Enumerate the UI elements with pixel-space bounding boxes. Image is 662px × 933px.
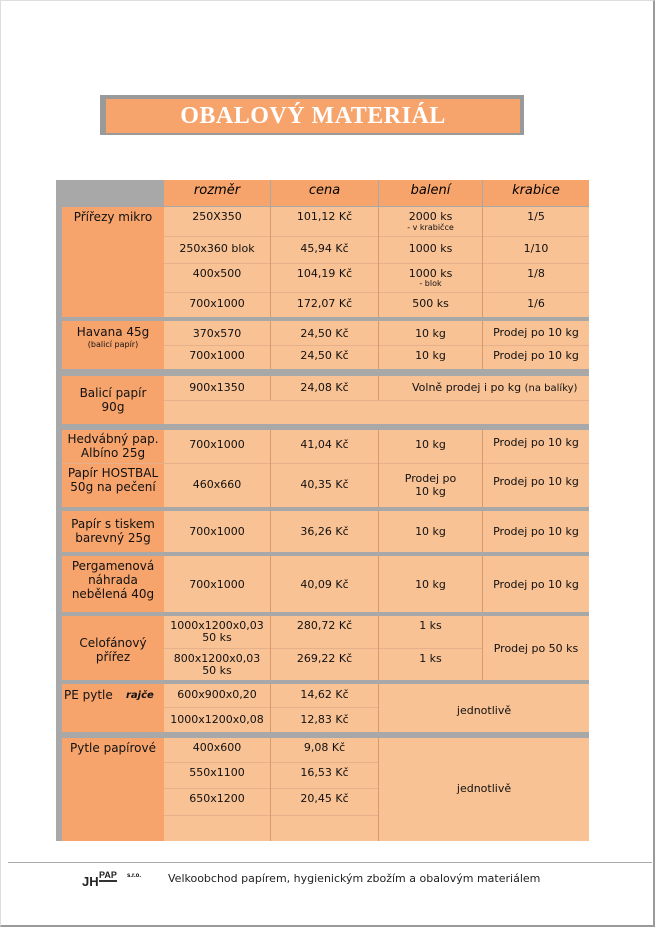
header-rozmer: rozměr xyxy=(164,180,270,206)
label-pergamen-1: Pergamenová xyxy=(71,559,155,573)
footer-divider xyxy=(8,862,652,863)
cell-cena: 40,35 Kč xyxy=(300,478,349,491)
cell-cena: 24,50 Kč xyxy=(300,327,349,340)
cell-krabice: Prodej po 10 kg xyxy=(493,525,579,538)
cell-rozmer: 400x500 xyxy=(192,267,242,280)
cell-baleni: 10 kg xyxy=(415,327,446,340)
cell-cena: 280,72 Kč xyxy=(296,619,353,632)
cell-note xyxy=(412,381,577,394)
cell-rozmer-1: 800x1200x0,03 xyxy=(173,652,261,665)
cell-rozmer: 650x1200 xyxy=(189,792,245,805)
price-table xyxy=(56,180,589,841)
cell-baleni: 10 kg xyxy=(415,525,446,538)
label-pe-text: PE pytle xyxy=(64,688,113,702)
cell-krabice: 1/5 xyxy=(527,210,545,223)
cell-krabice: Prodej po 10 kg xyxy=(493,578,579,591)
cell-cena: 24,08 Kč xyxy=(300,381,349,394)
logo-jh: JH xyxy=(82,874,99,889)
cell-cena: 9,08 Kč xyxy=(303,741,346,754)
cell-cena: 12,83 Kč xyxy=(300,713,349,726)
cell-rozmer: 250X350 xyxy=(192,210,242,223)
label-celofan xyxy=(62,616,164,680)
label-pe-tag: rajče xyxy=(126,690,154,701)
cell-baleni: 10 kg xyxy=(415,349,446,362)
label-prirezy-text: Přířezy mikro xyxy=(73,210,153,224)
label-pergamen-2: náhrada xyxy=(88,573,138,587)
label-havana-text: Havana 45g xyxy=(76,325,150,339)
cell-cena: 172,07 Kč xyxy=(296,297,353,310)
cell-cena: 14,62 Kč xyxy=(300,688,349,701)
label-balici xyxy=(62,376,164,424)
cell-baleni: 1 ks xyxy=(419,619,442,632)
label-hedvabny-2: Albíno 25g xyxy=(80,446,146,460)
label-havana xyxy=(62,321,164,369)
label-pytle xyxy=(62,738,164,841)
cell-krabice: Prodej po 10 kg xyxy=(493,326,579,339)
footer-text: Velkoobchod papírem, hygienickým zbožím a obalovým materiálem xyxy=(168,872,541,885)
cell-baleni: 1000 ks xyxy=(408,267,453,280)
cell-cena: 269,22 Kč xyxy=(296,652,353,665)
cell-rozmer-2: 50 ks xyxy=(202,664,232,677)
cell-rozmer: 900x1350 xyxy=(189,381,245,394)
cell-baleni: jednotlivě xyxy=(456,704,512,717)
header-cena: cena xyxy=(271,180,378,206)
cell-krabice: 1/10 xyxy=(523,242,549,255)
label-tisk-1: Papír s tiskem xyxy=(71,517,155,531)
logo-pap: PAP xyxy=(99,870,117,880)
cell-baleni-note: - v krabičce xyxy=(407,223,454,232)
cell-baleni: 2000 ks xyxy=(408,210,453,223)
cell-baleni: jednotlivě xyxy=(456,782,512,795)
cell-rozmer: 1000x1200x0,08 xyxy=(170,713,264,726)
note-text: Volně prodej i po kg xyxy=(412,381,522,394)
cell-cena: 16,53 Kč xyxy=(300,766,349,779)
cell-rozmer: 460x660 xyxy=(192,478,242,491)
cell-rozmer: 700x1000 xyxy=(189,438,245,451)
cell-baleni-note: - blok xyxy=(419,279,442,288)
label-pergamen-3: nebělená 40g xyxy=(71,587,155,601)
cell-baleni: 1 ks xyxy=(419,652,442,665)
label-celofan-2: přířez xyxy=(95,650,131,664)
label-balici-text-2: 90g xyxy=(101,400,125,414)
logo-sro: s.r.o. xyxy=(127,873,142,879)
label-pe xyxy=(62,684,164,732)
label-pytle-text: Pytle papírové xyxy=(70,741,156,755)
page-title: OBALOVÝ MATERIÁL xyxy=(106,99,520,133)
cell-krabice: Prodej po 10 kg xyxy=(493,436,579,449)
cell-rozmer: 700x1000 xyxy=(189,525,245,538)
label-tisk xyxy=(62,511,164,552)
cell-rozmer: 400x600 xyxy=(192,741,242,754)
cell-cena: 20,45 Kč xyxy=(300,792,349,805)
cell-krabice: 1/6 xyxy=(527,297,545,310)
cell-cena: 45,94 Kč xyxy=(300,242,349,255)
cell-cena: 104,19 Kč xyxy=(296,267,353,280)
label-celofan-1: Celofánový xyxy=(79,636,147,650)
cell-baleni-2: 10 kg xyxy=(415,485,446,498)
header-krabice: krabice xyxy=(483,180,589,206)
label-hostbal-1: Papír HOSTBAL xyxy=(67,466,159,480)
cell-krabice: Prodej po 50 ks xyxy=(493,642,579,655)
label-hedvabny-1: Hedvábný pap. xyxy=(67,432,159,446)
cell-krabice: 1/8 xyxy=(527,267,545,280)
cell-cena: 101,12 Kč xyxy=(296,210,353,223)
cell-krabice: Prodej po 10 kg xyxy=(493,349,579,362)
cell-cena: 36,26 Kč xyxy=(300,525,349,538)
cell-krabice: Prodej po 10 kg xyxy=(493,475,579,488)
cell-rozmer: 700x1000 xyxy=(189,578,245,591)
cell-cena: 24,50 Kč xyxy=(300,349,349,362)
note-small: (na balíky) xyxy=(524,383,578,394)
cell-baleni-1: Prodej po xyxy=(404,472,457,485)
cell-cena: 41,04 Kč xyxy=(300,438,349,451)
label-hostbal-2: 50g na pečení xyxy=(70,480,156,494)
label-tisk-2: barevný 25g xyxy=(75,531,151,545)
cell-rozmer: 370x570 xyxy=(192,327,242,340)
label-pergamen xyxy=(62,556,164,612)
cell-rozmer: 600x900x0,20 xyxy=(177,688,257,701)
cell-rozmer: 550x1100 xyxy=(189,766,245,779)
cell-rozmer-2: 50 ks xyxy=(202,631,232,644)
header-baleni: balení xyxy=(379,180,482,206)
label-havana-note: (balicí papír) xyxy=(87,340,139,349)
cell-rozmer: 700x1000 xyxy=(189,297,245,310)
label-hedvabny-hostbal xyxy=(62,430,164,507)
cell-rozmer: 700x1000 xyxy=(189,349,245,362)
cell-rozmer-1: 1000x1200x0,03 xyxy=(170,619,264,632)
cell-baleni: 10 kg xyxy=(415,438,446,451)
label-prirezy xyxy=(62,207,164,317)
cell-cena: 40,09 Kč xyxy=(300,578,349,591)
cell-baleni: 500 ks xyxy=(412,297,449,310)
cell-baleni: 10 kg xyxy=(415,578,446,591)
cell-baleni: 1000 ks xyxy=(408,242,453,255)
label-balici-text-1: Balicí papír xyxy=(79,386,147,400)
cell-rozmer: 250x360 blok xyxy=(179,242,255,255)
